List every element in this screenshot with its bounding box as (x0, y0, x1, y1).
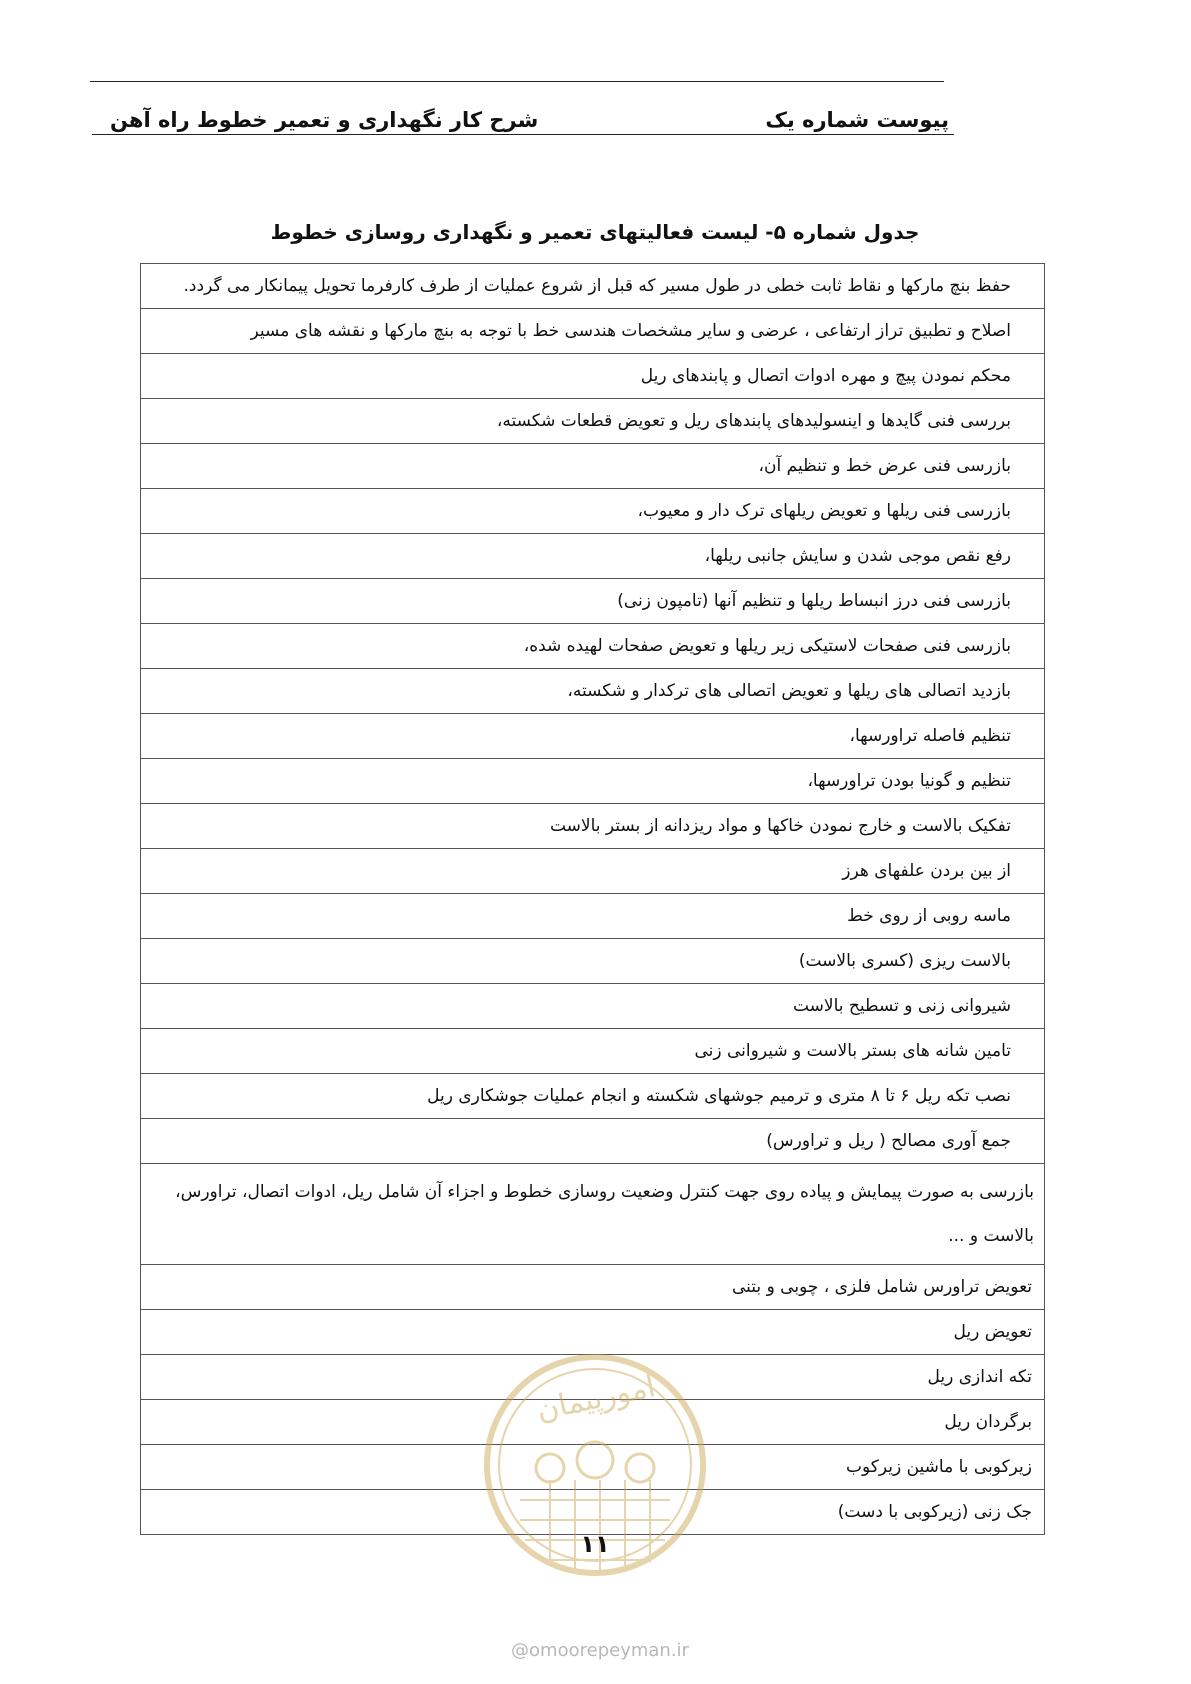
activity-cell: محکم نمودن پیچ و مهره ادوات اتصال و پابندهای ریل (141, 354, 1045, 399)
activity-cell: بازرسی به صورت پیمایش و پیاده روی جهت کنترل وضعیت روسازی خطوط و اجزاء آن شامل ریل، ادوات اتصال، تراورس، بالاست و ... (141, 1164, 1045, 1265)
table-row (141, 894, 1045, 939)
table-row (141, 579, 1045, 624)
activity-cell: از بین بردن علفهای هرز (141, 849, 1045, 894)
activity-cell: تامین شانه های بستر بالاست و شیروانی زنی (141, 1029, 1045, 1074)
table-row (141, 1029, 1045, 1074)
table-row (141, 1119, 1045, 1164)
header-bottom-rule (92, 134, 954, 135)
table-row (141, 264, 1045, 309)
activity-cell: بازدید اتصالی های ریلها و تعویض اتصالی های ترکدار و شکسته، (141, 669, 1045, 714)
table-row (141, 1265, 1045, 1310)
activity-cell: رفع نقص موجی شدن و سایش جانبی ریلها، (141, 534, 1045, 579)
table-row (141, 669, 1045, 714)
table-row (141, 624, 1045, 669)
header-top-rule (90, 81, 944, 82)
activity-cell: تنظیم و گونیا بودن تراورسها، (141, 759, 1045, 804)
activity-cell: جک زنی (زیرکوبی با دست) (141, 1490, 1045, 1535)
activity-cell: برگردان ریل (141, 1400, 1045, 1445)
table-row (141, 849, 1045, 894)
table-row (141, 1074, 1045, 1119)
activity-cell: تعویض تراورس شامل فلزی ، چوبی و بتنی (141, 1265, 1045, 1310)
table-row (141, 984, 1045, 1029)
table-title: جدول شماره ۵- لیست فعالیتهای تعمیر و نگهداری روسازی خطوط (270, 220, 920, 244)
table-row (141, 804, 1045, 849)
activity-cell: ماسه روبی از روی خط (141, 894, 1045, 939)
table-row (141, 534, 1045, 579)
activity-cell: بازرسی فنی درز انبساط ریلها و تنظیم آنها (تامپون زنی) (141, 579, 1045, 624)
activity-cell: حفظ بنچ مارکها و نقاط ثابت خطی در طول مسیر که قبل از شروع عملیات از طرف کارفرما تحویل پیمانکار می گردد. (141, 264, 1045, 309)
table-row (141, 489, 1045, 534)
header-left-text: شرح کار نگهداری و تعمیر خطوط راه آهن (110, 108, 539, 132)
table-row (141, 354, 1045, 399)
activity-cell: بررسی فنی گایدها و اینسولیدهای پابندهای ریل و تعویض قطعات شکسته، (141, 399, 1045, 444)
activity-cell: بازرسی فنی ریلها و تعویض ریلهای ترک دار و معیوب، (141, 489, 1045, 534)
table-row (141, 759, 1045, 804)
table-row (141, 1164, 1045, 1265)
activity-cell: بالاست ریزی (کسری بالاست) (141, 939, 1045, 984)
page-number: ۱۱ (580, 1530, 610, 1558)
activity-cell: تنظیم فاصله تراورسها، (141, 714, 1045, 759)
activity-cell: زیرکوبی با ماشین زیرکوب (141, 1445, 1045, 1490)
activity-cell: نصب تکه ریل ۶ تا ۸ متری و ترمیم جوشهای شکسته و انجام عملیات جوشکاری ریل (141, 1074, 1045, 1119)
activity-cell: تعویض ریل (141, 1310, 1045, 1355)
watermark-logo (480, 1340, 710, 1600)
activity-cell: تفکیک بالاست و خارج نمودن خاکها و مواد ریزدانه از بستر بالاست (141, 804, 1045, 849)
activity-cell: اصلاح و تطبیق تراز ارتفاعی ، عرضی و سایر مشخصات هندسی خط با توجه به بنچ مارکها و نقشه های مسیر (141, 309, 1045, 354)
activity-cell: بازرسی فنی عرض خط و تنظیم آن، (141, 444, 1045, 489)
watermark-url: @omoorepeyman.ir (511, 1640, 689, 1661)
table-row (141, 714, 1045, 759)
activity-cell: جمع آوری مصالح ( ریل و تراورس) (141, 1119, 1045, 1164)
table-row (141, 399, 1045, 444)
header-right-text: پیوست شماره یک (765, 108, 949, 132)
activity-cell: بازرسی فنی صفحات لاستیکی زیر ریلها و تعویض صفحات لهیده شده، (141, 624, 1045, 669)
table-row (141, 444, 1045, 489)
table-row (141, 309, 1045, 354)
activity-cell: تکه اندازی ریل (141, 1355, 1045, 1400)
table-row (141, 939, 1045, 984)
watermark-logo-text: امورپیمان (533, 1369, 659, 1429)
activity-cell: شیروانی زنی و تسطیح بالاست (141, 984, 1045, 1029)
